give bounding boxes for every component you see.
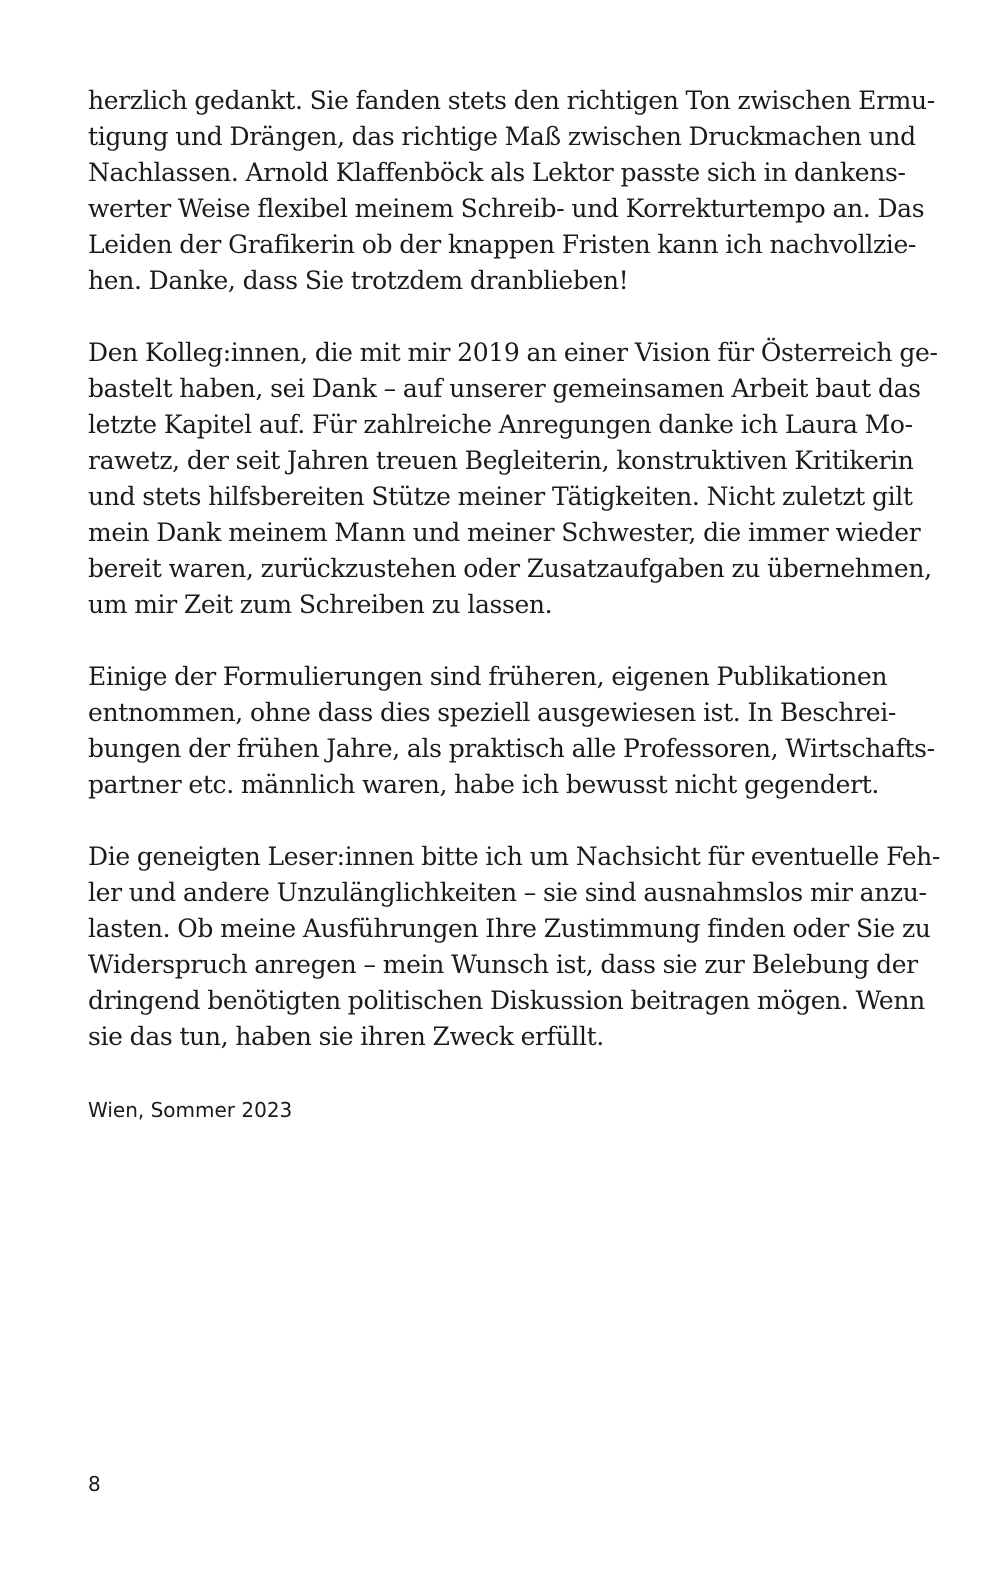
text-line: dringend benötigten politischen Diskussion beitragen mögen. Wenn (88, 986, 925, 1015)
body-text (88, 83, 940, 1091)
text-line: und stets hilfsbereiten Stütze meiner Tätigkeiten. Nicht zuletzt gilt (88, 482, 913, 511)
paragraph-acknowledgement-colleagues (88, 335, 938, 623)
text-line: rawetz, der seit Jahren treuen Begleiterin, konstruktiven Kritikerin (88, 446, 914, 475)
text-line: lasten. Ob meine Ausführungen Ihre Zustimmung finden oder Sie zu (88, 914, 931, 943)
text-line: um mir Zeit zum Schreiben zu lassen. (88, 590, 553, 619)
text-line: Einige der Formulierungen sind früheren, eigenen Publikationen (88, 662, 888, 691)
text-line: Widerspruch anregen – mein Wunsch ist, dass sie zur Belebung der (88, 950, 918, 979)
text-line: bastelt haben, sei Dank – auf unserer gemeinsamen Arbeit baut das (88, 374, 921, 403)
text-line: entnommen, ohne dass dies speziell ausgewiesen ist. In Beschrei- (88, 698, 896, 727)
paragraph-acknowledgement-publisher (88, 83, 935, 299)
page-number: 8 (88, 1472, 101, 1496)
text-line: bereit waren, zurückzustehen oder Zusatzaufgaben zu übernehmen, (88, 554, 932, 583)
paragraph-readers-note (88, 839, 940, 1055)
text-line: Nachlassen. Arnold Klaffenböck als Lektor passte sich in dankens- (88, 158, 906, 187)
text-line: hen. Danke, dass Sie trotzdem dranblieben! (88, 266, 629, 295)
place-date-signature: Wien, Sommer 2023 (88, 1098, 293, 1122)
text-line: herzlich gedankt. Sie fanden stets den richtigen Ton zwischen Ermu- (88, 86, 935, 115)
text-line: Leiden der Grafikerin ob der knappen Fristen kann ich nachvollzie- (88, 230, 916, 259)
text-line: tigung und Drängen, das richtige Maß zwischen Druckmachen und (88, 122, 916, 151)
text-line: sie das tun, haben sie ihren Zweck erfüllt. (88, 1022, 604, 1051)
paragraph-formulations-note (88, 659, 935, 803)
text-line: partner etc. männlich waren, habe ich bewusst nicht gegendert. (88, 770, 880, 799)
text-line: ler und andere Unzulänglichkeiten – sie sind ausnahmslos mir anzu- (88, 878, 927, 907)
text-line: mein Dank meinem Mann und meiner Schwester, die immer wieder (88, 518, 921, 547)
text-line: Die geneigten Leser:innen bitte ich um Nachsicht für eventuelle Feh- (88, 842, 940, 871)
text-line: Den Kolleg:innen, die mit mir 2019 an einer Vision für Österreich ge- (88, 338, 938, 367)
text-line: werter Weise flexibel meinem Schreib- und Korrekturtempo an. Das (88, 194, 925, 223)
text-line: bungen der frühen Jahre, als praktisch alle Professoren, Wirtschafts- (88, 734, 935, 763)
text-line: letzte Kapitel auf. Für zahlreiche Anregungen danke ich Laura Mo- (88, 410, 913, 439)
